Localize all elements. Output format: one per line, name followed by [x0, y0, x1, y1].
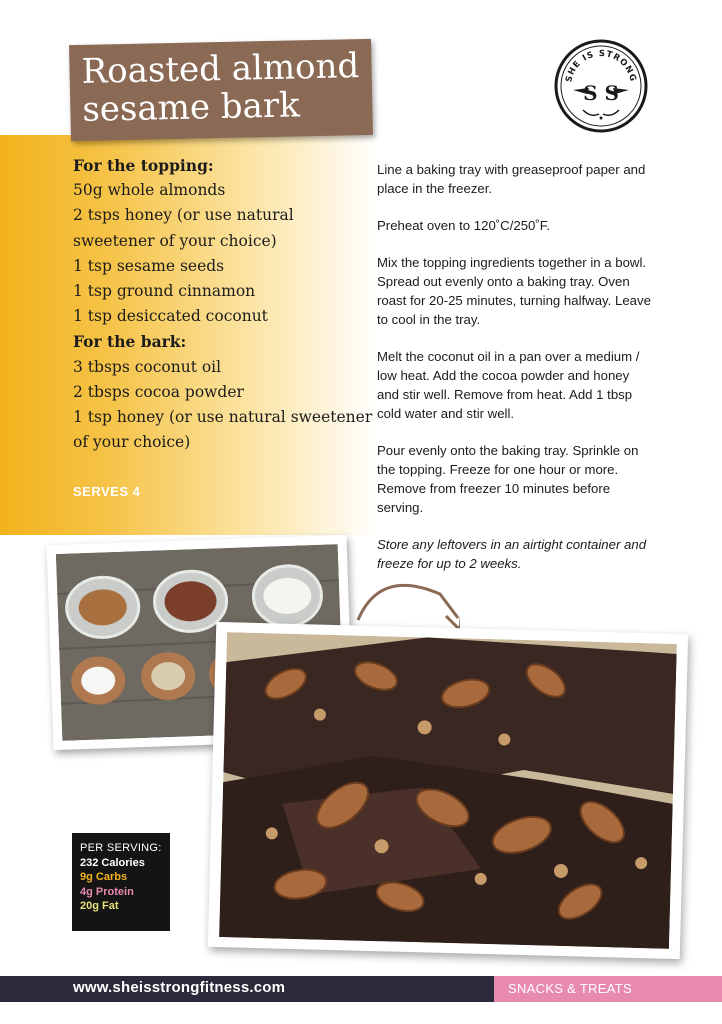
- logo-monogram: S S: [583, 81, 619, 105]
- method-steps: [377, 160, 653, 591]
- she-is-strong-logo: [553, 38, 649, 134]
- ingredient-line: 2 tsps honey (or use natural: [73, 206, 294, 225]
- ingredient-heading: For the topping:: [73, 156, 214, 175]
- nutrition-value: 20g Fat: [80, 900, 119, 912]
- nutrition-value: 232 Calories: [80, 856, 145, 869]
- ingredient-line: 1 tsp honey (or use natural sweetener: [73, 408, 373, 427]
- ingredient-line: 3 tbsps coconut oil: [73, 357, 222, 376]
- page-title: Roasted almond sesame bark: [81, 46, 360, 130]
- footer-bar: [0, 976, 722, 1002]
- nutrition-value: 4g Protein: [80, 885, 134, 898]
- serves-label: SERVES 4: [73, 484, 141, 499]
- method-step: Line a baking tray with greaseproof paper and place in the freezer.: [377, 162, 646, 196]
- ingredient-line: 1 tsp sesame seeds: [73, 256, 225, 275]
- ingredients-list: [73, 153, 373, 455]
- ingredient-line: sweetener of your choice): [73, 231, 277, 250]
- method-step: Melt the coconut oil in a pan over a medium / low heat. Add the cocoa powder and honey and stir well. Remove from heat. Add 1 tbsp cold water and stir well.: [377, 349, 640, 421]
- ingredient-line: 1 tsp ground cinnamon: [73, 282, 256, 301]
- bark-photo: [208, 622, 688, 959]
- category-tab: [494, 976, 722, 1002]
- ingredient-line: 1 tsp desiccated coconut: [73, 307, 268, 326]
- nutrition-panel: [72, 833, 170, 931]
- title-box: [69, 39, 373, 141]
- website-link[interactable]: www.sheisstrongfitness.com: [73, 979, 286, 996]
- ingredient-line: of your choice): [73, 433, 191, 452]
- ingredient-heading: For the bark:: [73, 332, 187, 352]
- method-step: Mix the topping ingredients together in a bowl. Spread out evenly onto a baking tray. Oven roast for 20-25 minutes, turning halfway. Leave to cool in the tray.: [377, 255, 651, 327]
- nutrition-label: PER SERVING:: [80, 842, 162, 854]
- nutrition-value: 9g Carbs: [80, 871, 128, 883]
- ingredient-line: 2 tbsps cocoa powder: [73, 382, 244, 401]
- category-label: SNACKS & TREATS: [508, 981, 632, 996]
- method-step: Pour evenly onto the baking tray. Sprinkle on the topping. Freeze for one hour or more. Remove from freezer 10 minutes before serving.: [377, 443, 639, 515]
- logo-ring-text: SHE IS STRONG: [564, 48, 638, 84]
- method-step: Preheat oven to 120˚C/250˚F.: [377, 218, 551, 233]
- ingredient-line: 50g whole almonds: [73, 181, 226, 200]
- storage-note: Store any leftovers in an airtight container and freeze for up to 2 weeks.: [377, 537, 647, 571]
